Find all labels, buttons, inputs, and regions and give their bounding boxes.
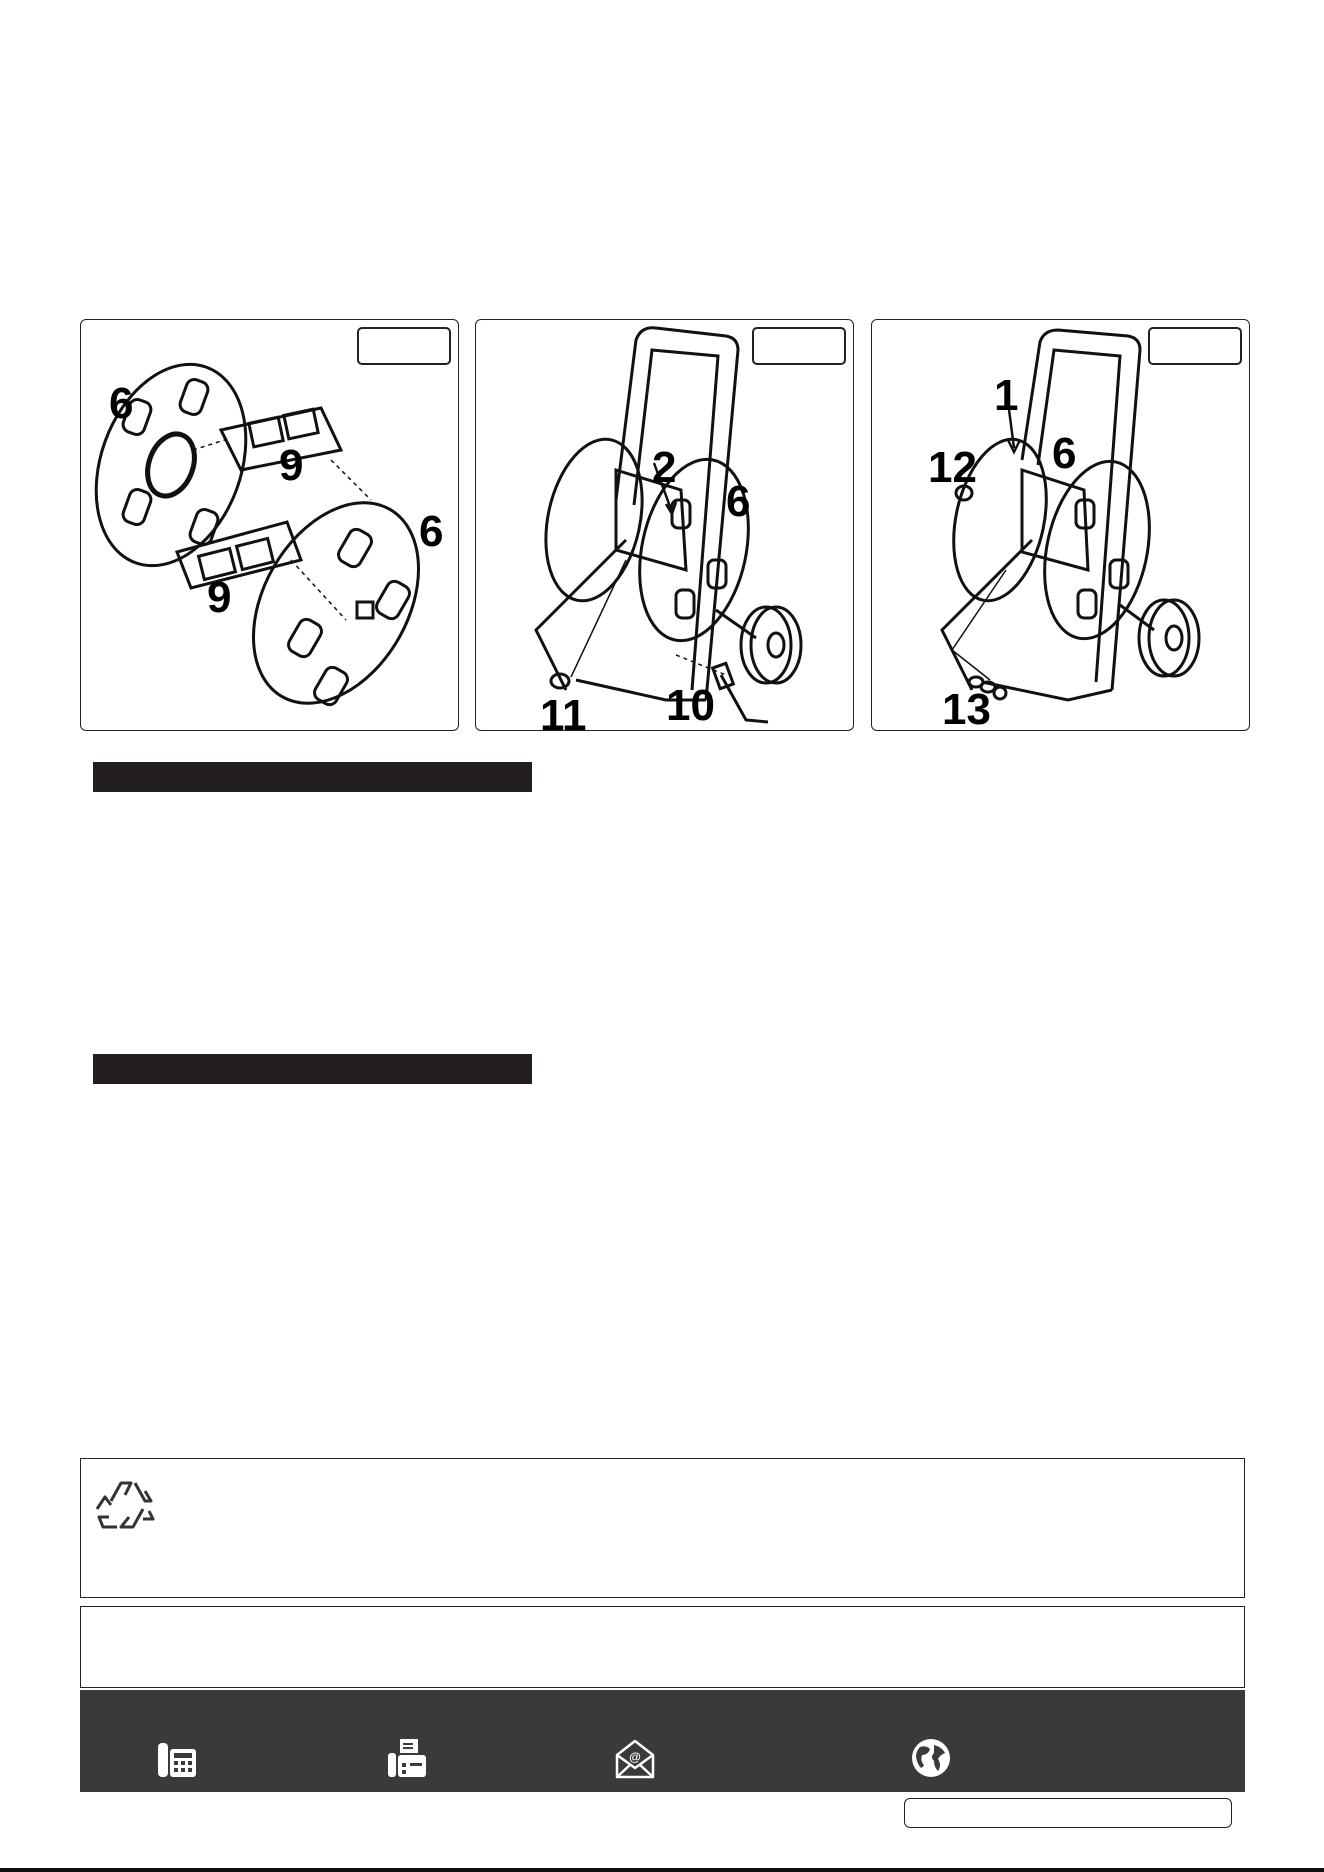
reel-exploded-drawing: [81, 320, 459, 731]
callout-1: 1: [994, 371, 1019, 420]
figure-panel-3: [871, 319, 1250, 731]
recycle-icon: [91, 1473, 159, 1537]
callout-13: 13: [942, 685, 991, 731]
callout-6: 6: [109, 379, 134, 428]
callout-6: 6: [726, 477, 751, 526]
callout-11: 11: [540, 691, 587, 731]
callout-2: 2: [652, 443, 677, 492]
callout-6: 6: [419, 507, 444, 556]
globe-icon: [910, 1737, 952, 1779]
svg-text:@: @: [629, 1750, 641, 1764]
fax-icon: [386, 1737, 428, 1779]
email-icon: [614, 1737, 656, 1779]
bottom-rule: [0, 1868, 1324, 1872]
section-heading-bar: [93, 1054, 532, 1084]
telephone-icon: [156, 1737, 198, 1779]
callout-6: 6: [1052, 429, 1077, 478]
callout-9: 9: [207, 573, 232, 622]
figure-panel-2: [475, 319, 854, 731]
callout-10: 10: [666, 681, 715, 730]
callout-12: 12: [928, 443, 977, 492]
contact-footer: [80, 1690, 1245, 1792]
figure-panel-1: [80, 319, 459, 731]
info-box: [80, 1606, 1245, 1688]
environment-box: [80, 1458, 1245, 1598]
reel-frame-drawing: [476, 320, 854, 731]
document-code-box: [904, 1798, 1232, 1828]
section-heading-bar: [93, 762, 532, 792]
reel-assembled-drawing: [872, 320, 1250, 731]
callout-9: 9: [279, 441, 304, 490]
